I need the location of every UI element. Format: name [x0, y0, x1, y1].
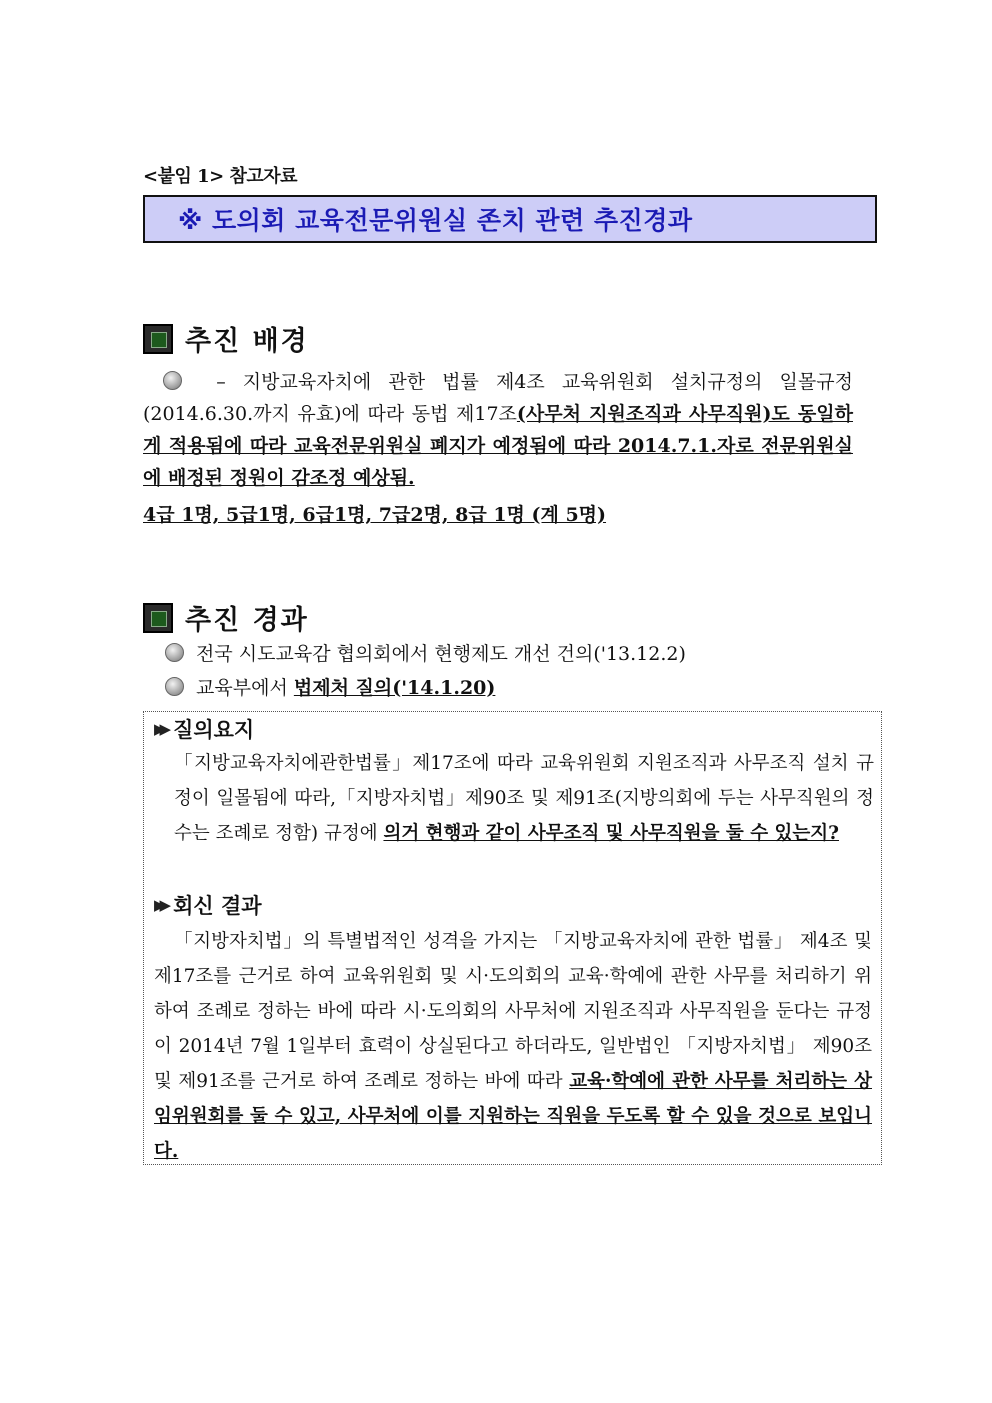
section-title: 추진 배경 [185, 326, 309, 357]
inquiry-heading [154, 714, 254, 744]
title-box [143, 195, 877, 243]
inquiry-reply-box [143, 711, 882, 1165]
section-title: 추진 경과 [185, 605, 309, 636]
inquiry-text-emphasis: 의거 현행과 같이 사무조직 및 사무직원을 둘 수 있는지? [383, 823, 839, 844]
green-square-icon [143, 603, 173, 633]
background-text: – 지방교육자치에 관한 법률 제4조 교육위원회 설치규정의 일몰규정(2014.6.30.까지 유효)에 따라 동법 제17조 [143, 371, 853, 425]
inquiry-text-plain: 「지방교육자치에관한법률」제17조에 따라 교육위원회 지원조직과 사무조직 설치 규정이 일몰됨에 따라,「지방자치법」제90조 및 제91조(지방의회에 두는 사무직원의 정수는 조례로 정함) 규정에 [174, 753, 874, 844]
progress-item [165, 673, 495, 703]
section-heading-progress [143, 598, 309, 637]
section-heading-background [143, 319, 309, 358]
inquiry-heading-text: 질의요지 [173, 718, 255, 742]
inquiry-text [174, 746, 874, 851]
double-arrow-icon: ▶▶ [154, 720, 166, 738]
progress-item-emphasis: 법제처 질의('14.1.20) [293, 677, 496, 699]
reply-heading [154, 890, 262, 920]
green-square-icon [143, 324, 173, 354]
background-text-emphasis: (사무처 지원조직과 사무직원)도 동일하게 적용됨에 따라 교육전문위원실 폐지가 예정됨에 따라 2014.7.1.자로 전문위원실에 배정된 정원이 감조정 예상됨. [143, 403, 853, 489]
gray-circle-icon [165, 677, 184, 696]
progress-item [165, 639, 686, 669]
attachment-label: <붙임 1> 참고자료 [143, 166, 298, 187]
gray-circle-icon [163, 371, 182, 390]
reply-text-plain: 「지방자치법」의 특별법적인 성격을 가지는 「지방교육자치에 관한 법률」 제4조 및 제17조를 근거로 하여 교육위원회 및 시·도의회의 교육·학예에 관한 사무를 처리하기 위하여 조례로 정하는 바에 따라 시·도의회의 사무처에 지원조직과 사무직원을 둔다는 규정이 2014년 7월 1일부터 효력이 상실된다고 하더라도, 일반법인 「지방자치법」 제90조 및 제91조를 근거로 하여 조례로 정하는 바에 따라 [154, 931, 872, 1092]
reply-text [154, 924, 872, 1169]
background-paragraph [143, 366, 853, 494]
gray-circle-icon [165, 643, 184, 662]
reply-text-emphasis: 교육·학예에 관한 사무를 처리하는 상임위원회를 둘 수 있고, 사무처에 이를 지원하는 직원을 두도록 할 수 있을 것으로 보입니다. [154, 1071, 872, 1162]
staff-summary: 4급 1명, 5급1명, 6급1명, 7급2명, 8급 1명 (계 5명) [143, 504, 607, 526]
double-arrow-icon: ▶▶ [154, 896, 166, 914]
progress-item-text: 교육부에서 [196, 677, 294, 699]
document-title: ※ 도의회 교육전문위원실 존치 관련 추진경과 [178, 206, 693, 235]
progress-item-text: 전국 시도교육감 협의회에서 현행제도 개선 건의('13.12.2) [196, 643, 686, 665]
reply-heading-text: 회신 결과 [173, 894, 262, 918]
